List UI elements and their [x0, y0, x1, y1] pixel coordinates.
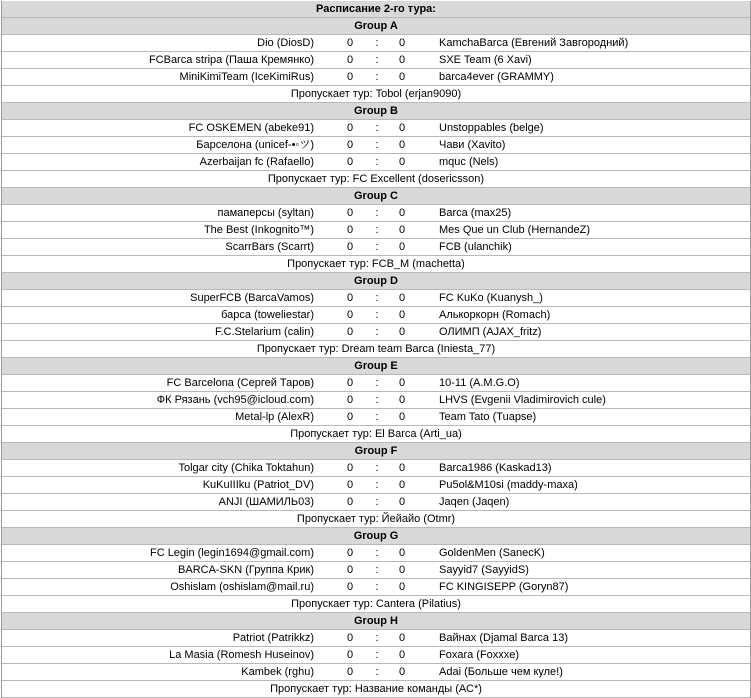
score-separator: : — [375, 479, 379, 491]
away-team-cell[interactable]: GoldenMen (SanecK) — [439, 547, 545, 559]
away-team-cell[interactable]: ОЛИМП (AJAX_fritz) — [439, 326, 542, 338]
away-team-cell[interactable]: Чави (Xavito) — [439, 139, 506, 151]
home-score-cell[interactable]: 0 — [346, 309, 354, 321]
bye-row[interactable]: Пропускает тур: Йейайо (Otmr) — [2, 511, 750, 528]
away-score-cell[interactable]: 0 — [398, 564, 406, 576]
match-row[interactable] — [2, 307, 750, 324]
away-team-cell[interactable]: KamchaBarca (Евгений Завгородний) — [439, 37, 629, 49]
home-score-cell[interactable]: 0 — [346, 326, 354, 338]
match-row[interactable] — [2, 460, 750, 477]
bye-row[interactable]: Пропускает тур: El Barca (Arti_ua) — [2, 426, 750, 443]
away-team-cell[interactable]: Алькоркорн (Romach) — [439, 309, 551, 321]
away-team-cell[interactable]: Adai (Больше чем куле!) — [439, 666, 563, 678]
home-team-cell[interactable]: Dio (DiosD) — [257, 37, 314, 49]
match-row[interactable] — [2, 222, 750, 239]
away-score-cell[interactable]: 0 — [398, 666, 406, 678]
home-score-cell[interactable]: 0 — [346, 632, 354, 644]
away-team-cell[interactable]: Pu5ol&M10si (maddy-maxa) — [439, 479, 578, 491]
schedule-title[interactable]: Расписание 2-го тура: — [2, 1, 750, 18]
away-score-cell[interactable]: 0 — [398, 224, 406, 236]
score-separator: : — [375, 37, 379, 49]
score-separator: : — [375, 54, 379, 66]
away-score-cell[interactable]: 0 — [398, 326, 406, 338]
home-score-cell[interactable]: 0 — [346, 377, 354, 389]
home-score-cell[interactable]: 0 — [346, 37, 354, 49]
home-team-cell[interactable]: The Best (Inkognito™) — [203, 224, 314, 236]
group-header[interactable]: Group G — [2, 528, 750, 545]
score-separator: : — [375, 377, 379, 389]
home-team-cell[interactable]: Tolgar city (Chika Toktahun) — [178, 462, 314, 474]
score-separator: : — [375, 462, 379, 474]
home-team-cell[interactable]: ScarrBars (Scarrt) — [225, 241, 314, 253]
group-header[interactable]: Group D — [2, 273, 750, 290]
score-separator: : — [375, 292, 379, 304]
match-row[interactable] — [2, 664, 750, 681]
home-score-cell[interactable]: 0 — [346, 156, 354, 168]
home-score-cell[interactable]: 0 — [346, 666, 354, 678]
score-separator: : — [375, 564, 379, 576]
score-separator: : — [375, 309, 379, 321]
away-team-cell[interactable]: SXE Team (6 Xavi) — [439, 54, 532, 66]
away-score-cell[interactable]: 0 — [398, 632, 406, 644]
match-row[interactable] — [2, 477, 750, 494]
score-separator: : — [375, 547, 379, 559]
home-score-cell[interactable]: 0 — [346, 547, 354, 559]
away-score-cell[interactable]: 0 — [398, 496, 406, 508]
away-score-cell[interactable]: 0 — [398, 139, 406, 151]
home-team-cell[interactable]: ФК Рязань (vch95@icloud.com) — [156, 394, 314, 406]
bye-row[interactable]: Пропускает тур: FC Excellent (dosericsson) — [2, 171, 750, 188]
away-score-cell[interactable]: 0 — [398, 207, 406, 219]
score-separator: : — [375, 122, 379, 134]
home-team-cell[interactable]: Azerbaijan fc (Rafaello) — [199, 156, 314, 168]
home-team-cell[interactable]: Patriot (Patrikkz) — [232, 632, 314, 644]
home-score-cell[interactable]: 0 — [346, 479, 354, 491]
home-team-cell[interactable]: барса (toweliestar) — [221, 309, 314, 321]
match-row[interactable] — [2, 239, 750, 256]
home-score-cell[interactable]: 0 — [346, 71, 354, 83]
home-score-cell[interactable]: 0 — [346, 207, 354, 219]
away-score-cell[interactable]: 0 — [398, 122, 406, 134]
score-separator: : — [375, 241, 379, 253]
home-score-cell[interactable]: 0 — [346, 394, 354, 406]
away-score-cell[interactable]: 0 — [398, 377, 406, 389]
bye-row[interactable]: Пропускает тур: Tobol (erjan9090) — [2, 86, 750, 103]
score-separator: : — [375, 326, 379, 338]
away-team-cell[interactable]: Foxara (Foxxxe) — [439, 649, 520, 661]
away-score-cell[interactable]: 0 — [398, 241, 406, 253]
home-team-cell[interactable]: KuKuIIIku (Patriot_DV) — [202, 479, 314, 491]
home-team-cell[interactable]: La Masia (Romesh Huseinov) — [169, 649, 314, 661]
score-separator: : — [375, 632, 379, 644]
match-row[interactable] — [2, 290, 750, 307]
home-score-cell[interactable]: 0 — [346, 122, 354, 134]
away-score-cell[interactable]: 0 — [398, 581, 406, 593]
away-score-cell[interactable]: 0 — [398, 37, 406, 49]
match-row[interactable] — [2, 630, 750, 647]
score-separator: : — [375, 139, 379, 151]
away-team-cell[interactable]: FC KINGISEPP (Goryn87) — [439, 581, 569, 593]
away-team-cell[interactable]: Team Tato (Tuapse) — [439, 411, 537, 423]
away-score-cell[interactable]: 0 — [398, 411, 406, 423]
match-row[interactable] — [2, 137, 750, 154]
away-team-cell[interactable]: Sayyid7 (SayyidS) — [439, 564, 529, 576]
away-team-cell[interactable]: FCB (ulanchik) — [439, 241, 512, 253]
home-team-cell[interactable]: памаперсы (syltan) — [217, 207, 314, 219]
home-team-cell[interactable]: BARCA-SKN (Группа Крик) — [178, 564, 314, 576]
match-row[interactable] — [2, 392, 750, 409]
groups-container — [2, 18, 750, 698]
home-score-cell[interactable]: 0 — [346, 54, 354, 66]
score-separator: : — [375, 156, 379, 168]
away-score-cell[interactable]: 0 — [398, 479, 406, 491]
home-score-cell[interactable]: 0 — [346, 224, 354, 236]
match-row[interactable] — [2, 409, 750, 426]
match-row[interactable] — [2, 562, 750, 579]
match-row[interactable] — [2, 324, 750, 341]
group-header[interactable]: Group B — [2, 103, 750, 120]
home-team-cell[interactable]: Metal-lp (AlexR) — [235, 411, 314, 423]
score-separator: : — [375, 394, 379, 406]
away-team-cell[interactable]: 10-11 (A.M.G.O) — [439, 377, 520, 389]
away-score-cell[interactable]: 0 — [398, 309, 406, 321]
home-team-cell[interactable]: FC Legin (legin1694@gmail.com) — [149, 547, 314, 559]
group-header[interactable]: Group H — [2, 613, 750, 630]
score-separator: : — [375, 224, 379, 236]
away-team-cell[interactable]: barca4ever (GRAMMY) — [439, 71, 554, 83]
home-team-cell[interactable]: FCBarca stripa (Паша Кремянко) — [148, 54, 314, 66]
home-score-cell[interactable]: 0 — [346, 462, 354, 474]
match-row[interactable] — [2, 35, 750, 52]
bye-row[interactable]: Пропускает тур: FCB_M (machetta) — [2, 256, 750, 273]
group-header[interactable]: Group F — [2, 443, 750, 460]
score-separator: : — [375, 207, 379, 219]
away-score-cell[interactable]: 0 — [398, 649, 406, 661]
away-team-cell[interactable]: Barca (max25) — [439, 207, 512, 219]
match-row[interactable] — [2, 205, 750, 222]
score-separator: : — [375, 581, 379, 593]
match-row[interactable] — [2, 545, 750, 562]
home-score-cell[interactable]: 0 — [346, 496, 354, 508]
home-score-cell[interactable]: 0 — [346, 241, 354, 253]
match-row[interactable] — [2, 375, 750, 392]
score-separator: : — [375, 496, 379, 508]
home-team-cell[interactable]: Барселона (unicef-•◦ツ) — [196, 139, 314, 151]
match-row[interactable] — [2, 647, 750, 664]
home-team-cell[interactable]: Kambek (rghu) — [241, 666, 314, 678]
bye-row[interactable]: Пропускает тур: Dream team Barca (Iniesta_77) — [2, 341, 750, 358]
away-team-cell[interactable]: LHVS (Evgenii Vladimirovich cule) — [439, 394, 606, 406]
away-team-cell[interactable]: mquc (Nels) — [439, 156, 499, 168]
match-row[interactable] — [2, 579, 750, 596]
away-team-cell[interactable]: FC KuKo (Kuanysh_) — [439, 292, 543, 304]
away-score-cell[interactable]: 0 — [398, 156, 406, 168]
match-row[interactable] — [2, 120, 750, 137]
bye-row[interactable]: Пропускает тур: Cantera (Pilatius) — [2, 596, 750, 613]
home-score-cell[interactable]: 0 — [346, 649, 354, 661]
match-row[interactable] — [2, 494, 750, 511]
away-score-cell[interactable]: 0 — [398, 292, 406, 304]
home-score-cell[interactable]: 0 — [346, 564, 354, 576]
home-team-cell[interactable]: ANJI (ШАМИЛЬ03) — [218, 496, 314, 508]
away-team-cell[interactable]: Mes Que un Club (HernandeZ) — [439, 224, 591, 236]
home-score-cell[interactable]: 0 — [346, 411, 354, 423]
home-team-cell[interactable]: SuperFCB (BarcaVamos) — [190, 292, 314, 304]
home-team-cell[interactable]: FC Barcelona (Сергей Таров) — [166, 377, 314, 389]
away-score-cell[interactable]: 0 — [398, 54, 406, 66]
group-header[interactable]: Group A — [2, 18, 750, 35]
home-score-cell[interactable]: 0 — [346, 581, 354, 593]
match-row[interactable] — [2, 154, 750, 171]
away-team-cell[interactable]: Unstoppables (belge) — [439, 122, 544, 134]
home-team-cell[interactable]: FC OSKEMEN (abeke91) — [188, 122, 314, 134]
away-team-cell[interactable]: Jaqen (Jaqen) — [439, 496, 510, 508]
score-separator: : — [375, 411, 379, 423]
bye-row[interactable]: Пропускает тур: Название команды (АС*) — [2, 681, 750, 698]
match-row[interactable] — [2, 69, 750, 86]
match-row[interactable] — [2, 52, 750, 69]
group-header[interactable]: Group C — [2, 188, 750, 205]
home-score-cell[interactable]: 0 — [346, 139, 354, 151]
away-score-cell[interactable]: 0 — [398, 547, 406, 559]
home-team-cell[interactable]: MiniKimiTeam (IceKimiRus) — [179, 71, 314, 83]
score-separator: : — [375, 71, 379, 83]
away-score-cell[interactable]: 0 — [398, 71, 406, 83]
away-team-cell[interactable]: Barca1986 (Kaskad13) — [439, 462, 552, 474]
score-separator: : — [375, 649, 379, 661]
home-team-cell[interactable]: F.C.Stelarium (calin) — [214, 326, 314, 338]
score-separator: : — [375, 666, 379, 678]
away-score-cell[interactable]: 0 — [398, 394, 406, 406]
away-team-cell[interactable]: Вайнах (Djamal Barca 13) — [439, 632, 568, 644]
schedule-table — [1, 1, 751, 698]
home-score-cell[interactable]: 0 — [346, 292, 354, 304]
away-score-cell[interactable]: 0 — [398, 462, 406, 474]
home-team-cell[interactable]: Oshislam (oshislam@mail.ru) — [170, 581, 314, 593]
group-header[interactable]: Group E — [2, 358, 750, 375]
